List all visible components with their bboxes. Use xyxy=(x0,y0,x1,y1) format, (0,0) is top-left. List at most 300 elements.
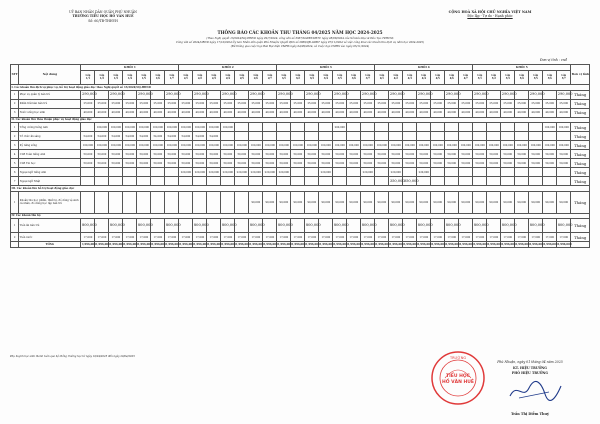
fee-cell: 17,000 xyxy=(207,233,221,242)
fee-cell xyxy=(487,177,501,186)
fee-cell: 25,000 xyxy=(249,99,263,108)
fee-cell: 40,000 xyxy=(95,108,109,117)
legal-note: (Theo Nghị quyết 13/2024/NQ-HĐND ngày 29/7/2024; công văn số 3367/SGDĐT-KHTC ngày 28/08/2024 của Sở Giáo Dục & Đào Tạo TP.HCM; xyxy=(206,37,394,40)
fee-cell: 40,000 xyxy=(165,108,179,117)
fee-cell: 50,000 xyxy=(529,150,543,159)
fee-cell: 100,000 xyxy=(543,141,557,150)
class-code: 5/3 xyxy=(505,76,510,80)
class-code: 3/7 xyxy=(365,76,370,80)
fee-cell xyxy=(165,177,179,186)
fee-cell: 25,000 xyxy=(81,99,95,108)
fee-cell: 25,000 xyxy=(403,99,417,108)
row-stt: 1 xyxy=(11,219,19,233)
fee-cell: 17,000 xyxy=(543,233,557,242)
total-cell: 1,996,000 xyxy=(515,243,530,246)
class-code: 3/6 xyxy=(351,76,356,80)
row-stt: 1 xyxy=(11,191,19,213)
fee-cell: 50,000 xyxy=(319,159,333,168)
fee-cell: 100,000 xyxy=(375,141,389,150)
fee-cell xyxy=(347,168,361,177)
fee-cell xyxy=(473,123,487,132)
fee-cell xyxy=(137,191,151,213)
fee-cell xyxy=(501,132,515,141)
grade-header: KHỐI 1 xyxy=(81,65,179,71)
class-code: 1/6 xyxy=(155,76,160,80)
fee-cell xyxy=(347,177,361,186)
total-cell: 1,996,000 xyxy=(487,243,502,246)
fee-cell: 90,000 xyxy=(361,191,375,213)
fee-cell: 90,000 xyxy=(473,191,487,213)
fee-cell: 90,000 xyxy=(557,191,571,213)
fee-cell xyxy=(445,168,459,177)
fee-cell: 40,000 xyxy=(235,108,249,117)
fee-cell: 17,000 xyxy=(165,233,179,242)
fee-cell: 290,000 xyxy=(361,90,375,99)
signer-role-line1: KT. HIỆU TRƯỞNG xyxy=(513,366,547,370)
fee-cell: 25,000 xyxy=(95,99,109,108)
fee-cell: 800,000 xyxy=(361,219,375,233)
fee-cell: 25,000 xyxy=(389,99,403,108)
fee-cell xyxy=(193,191,207,213)
fee-cell: 290,000 xyxy=(333,90,347,99)
row-unit: Tháng xyxy=(571,123,590,132)
fee-cell: 100,000 xyxy=(123,141,137,150)
fee-cell: 50,000 xyxy=(501,159,515,168)
fee-cell: 25,000 xyxy=(417,99,431,108)
fee-cell xyxy=(515,132,529,141)
fee-cell: 40,000 xyxy=(389,108,403,117)
row-item-name: CLB Toán tiếng Anh xyxy=(19,150,81,159)
row-unit: Tháng xyxy=(571,233,590,242)
fee-cell xyxy=(375,177,389,186)
currency-unit-note: Đơn vị tính : vnđ xyxy=(540,58,567,62)
fee-cell xyxy=(333,177,347,186)
fee-cell xyxy=(277,177,291,186)
fee-cell: 290,000 xyxy=(417,90,431,99)
fee-cell xyxy=(347,132,361,141)
table-row xyxy=(11,108,590,117)
fee-cell: 40,000 xyxy=(109,108,123,117)
fee-cell: 100,000 xyxy=(389,141,403,150)
total-cell: 1,996,000 xyxy=(473,243,488,246)
fee-cell: 17,000 xyxy=(515,233,529,242)
fee-cell: 800,000 xyxy=(221,219,235,233)
fee-cell: 17,000 xyxy=(375,233,389,242)
class-header xyxy=(109,71,123,85)
class-prefix: Lớp xyxy=(435,73,441,77)
fee-cell: 100,000 xyxy=(207,141,221,150)
fee-cell: 25,000 xyxy=(109,99,123,108)
total-cell: 1,996,000 xyxy=(277,243,292,246)
fee-cell: 90,000 xyxy=(333,191,347,213)
fee-cell xyxy=(235,123,249,132)
total-cell: 1,996,000 xyxy=(305,243,320,246)
class-prefix: Lớp xyxy=(113,73,119,77)
fee-cell: 290,000 xyxy=(277,90,291,99)
fee-cell: 40,000 xyxy=(459,108,473,117)
class-header xyxy=(81,71,95,85)
row-unit: Tháng xyxy=(571,99,590,108)
table-row xyxy=(11,233,590,242)
fee-cell: 50,000 xyxy=(249,159,263,168)
fee-cell xyxy=(137,177,151,186)
fee-cell: 25,000 xyxy=(277,99,291,108)
fee-cell: 50,000 xyxy=(165,159,179,168)
total-cell: 1,996,000 xyxy=(557,243,572,246)
fee-cell: 40,000 xyxy=(123,108,137,117)
fee-cell xyxy=(501,177,515,186)
fee-cell: 100,000 xyxy=(123,123,137,132)
payment-footnote: Phụ huynh học sinh thanh toán qua hệ thống trường học từ ngày 10/04/2025 đến ngày 20/04/2025 xyxy=(10,355,135,358)
class-prefix: Lớp xyxy=(253,73,259,77)
total-cell: 1,996,000 xyxy=(123,243,138,246)
class-header xyxy=(389,71,403,85)
table-row xyxy=(11,219,590,233)
fee-cell: 54,000 xyxy=(151,132,165,141)
fee-cell: 100,000 xyxy=(165,123,179,132)
row-item-name: Nước uống học sinh xyxy=(19,108,81,117)
fee-cell xyxy=(263,177,277,186)
row-unit: Tháng xyxy=(571,150,590,159)
fee-cell: 40,000 xyxy=(291,108,305,117)
fee-cell xyxy=(431,123,445,132)
fee-cell: 100,000 xyxy=(305,141,319,150)
fee-cell: 100,000 xyxy=(319,141,333,150)
row-unit: Tháng xyxy=(571,168,590,177)
fee-cell: 50,000 xyxy=(431,159,445,168)
fee-cell: 17,000 xyxy=(109,233,123,242)
fee-cell: 220,000 xyxy=(361,168,375,177)
fee-cell: 40,000 xyxy=(207,108,221,117)
fee-cell: 25,000 xyxy=(137,99,151,108)
total-cell: 1,996,000 xyxy=(263,243,278,246)
total-cell: 1,996,000 xyxy=(221,243,236,246)
fee-cell: 90,000 xyxy=(319,191,333,213)
fee-cell: 350,000 xyxy=(389,177,403,186)
grade-header: KHỐI 4 xyxy=(375,65,473,71)
fee-cell xyxy=(291,177,305,186)
fee-cell: 54,000 xyxy=(123,132,137,141)
fee-cell: 100,000 xyxy=(165,141,179,150)
class-code: 1/5 xyxy=(141,76,146,80)
fee-cell: 220,000 xyxy=(207,168,221,177)
fee-cell xyxy=(473,168,487,177)
fee-cell xyxy=(529,177,543,186)
total-cell: 1,996,000 xyxy=(179,243,194,246)
fee-cell: 90,000 xyxy=(305,191,319,213)
fee-cell: 50,000 xyxy=(179,150,193,159)
row-item-name: Tổng cường tiếng Anh xyxy=(19,123,81,132)
fee-cell xyxy=(305,132,319,141)
class-prefix: Lớp xyxy=(183,73,189,77)
fee-cell: 25,000 xyxy=(193,99,207,108)
total-cell: 1,996,000 xyxy=(81,243,96,246)
row-stt: 1 xyxy=(11,90,19,99)
issuer-authority: UỶ BAN NHÂN DÂN QUẬN PHÚ NHUẬN xyxy=(69,10,137,14)
legal-note: Công văn số 2024/UBND ngày 17/10/2024 Ủy ban Nhân dân quận Phú Nhuận; Quyết định số 2869/QĐ-GDĐT ngày 07/11/2024 về việc công khai các khoản thu dịch vụ năm học 2024-2025) xyxy=(175,41,425,44)
fee-cell: 50,000 xyxy=(501,150,515,159)
fee-cell: 100,000 xyxy=(249,141,263,150)
fee-cell: 17,000 xyxy=(333,233,347,242)
fee-cell xyxy=(179,177,193,186)
class-header xyxy=(529,71,543,85)
fee-cell xyxy=(95,191,109,213)
fee-cell xyxy=(487,123,501,132)
fee-cell xyxy=(445,123,459,132)
class-header xyxy=(375,71,389,85)
fee-cell: 100,000 xyxy=(501,141,515,150)
fee-cell xyxy=(249,132,263,141)
fee-cell: 54,000 xyxy=(193,132,207,141)
class-prefix: Lớp xyxy=(197,73,203,77)
total-cell: 1,996,000 xyxy=(249,243,264,246)
fee-cell: 54,000 xyxy=(179,132,193,141)
row-item-name: Tổ chức ăn sáng xyxy=(19,132,81,141)
fee-cell xyxy=(165,168,179,177)
total-cell: 1,996,000 xyxy=(235,243,250,246)
class-prefix: Lớp xyxy=(421,73,427,77)
class-prefix: Lớp xyxy=(477,73,483,77)
class-code: 2/1 xyxy=(183,76,188,80)
fee-cell: 100,000 xyxy=(193,141,207,150)
fee-cell: 50,000 xyxy=(473,150,487,159)
class-prefix: Lớp xyxy=(491,73,497,77)
section-label: IV. Các khoản thu hộ xyxy=(11,213,590,219)
class-prefix: Lớp xyxy=(379,73,385,77)
class-prefix: Lớp xyxy=(505,73,511,77)
fee-cell: 50,000 xyxy=(235,150,249,159)
handwritten-signature xyxy=(505,378,565,404)
fee-cell: 800,000 xyxy=(417,219,431,233)
fee-cell xyxy=(515,168,529,177)
fee-cell: 25,000 xyxy=(361,99,375,108)
fee-cell: 290,000 xyxy=(501,90,515,99)
fee-cell: 40,000 xyxy=(193,108,207,117)
fee-cell: 50,000 xyxy=(403,159,417,168)
class-code: 5/1 xyxy=(477,76,482,80)
total-cell: 1,996,000 xyxy=(375,243,390,246)
fee-cell xyxy=(221,177,235,186)
fee-cell: 17,000 xyxy=(389,233,403,242)
class-prefix: Lớp xyxy=(337,73,343,77)
fee-cell: 290,000 xyxy=(193,90,207,99)
fee-cell: 40,000 xyxy=(221,108,235,117)
unit-header: Đơn vị tính xyxy=(571,65,590,85)
fee-cell xyxy=(529,132,543,141)
fee-cell xyxy=(81,191,95,213)
fee-cell: 220,000 xyxy=(235,168,249,177)
fee-cell xyxy=(459,177,473,186)
table-row xyxy=(11,150,590,159)
fee-cell: 220,000 xyxy=(263,168,277,177)
fee-cell xyxy=(459,123,473,132)
class-code: 3/4 xyxy=(323,76,328,80)
fee-cell: 50,000 xyxy=(193,159,207,168)
fee-cell: 17,000 xyxy=(193,233,207,242)
fee-cell: 290,000 xyxy=(165,90,179,99)
fee-cell: 50,000 xyxy=(529,159,543,168)
fee-cell: 50,000 xyxy=(417,159,431,168)
fee-cell: 17,000 xyxy=(459,233,473,242)
fee-cell xyxy=(403,132,417,141)
fee-cell: 90,000 xyxy=(263,191,277,213)
total-cell: 1,996,000 xyxy=(165,243,180,246)
fee-cell xyxy=(473,132,487,141)
fee-cell: 800,000 xyxy=(445,219,459,233)
class-prefix: Lớp xyxy=(351,73,357,77)
fee-cell: 290,000 xyxy=(445,90,459,99)
total-cell: 1,996,000 xyxy=(459,243,474,246)
fee-cell xyxy=(431,132,445,141)
fee-cell: 40,000 xyxy=(375,108,389,117)
total-cell: 1,996,000 xyxy=(333,243,348,246)
fee-cell: 90,000 xyxy=(529,191,543,213)
row-unit: Tháng xyxy=(571,191,590,213)
school-seal xyxy=(430,350,486,406)
fee-cell xyxy=(459,132,473,141)
fee-cell: 290,000 xyxy=(557,90,571,99)
fee-cell: 50,000 xyxy=(361,159,375,168)
fee-cell: 90,000 xyxy=(403,191,417,213)
fee-cell: 50,000 xyxy=(151,150,165,159)
table-row xyxy=(11,141,590,150)
fee-cell: 17,000 xyxy=(501,233,515,242)
fee-cell: 25,000 xyxy=(179,99,193,108)
class-header xyxy=(263,71,277,85)
issuer-school: TRƯỜNG TIỂU HỌC HỒ VĂN HUÊ xyxy=(72,14,134,19)
section-label: III. Các khoản thu hỗ trợ hoạt động giáo dục xyxy=(11,186,590,192)
fee-cell: 17,000 xyxy=(431,233,445,242)
class-code: 3/2 xyxy=(295,76,300,80)
table-row xyxy=(11,159,590,168)
fee-cell xyxy=(557,177,571,186)
svg-text:TIỂU HỌC: TIỂU HỌC xyxy=(446,374,470,379)
fee-cell: 25,000 xyxy=(431,99,445,108)
class-prefix: Lớp xyxy=(225,73,231,77)
fee-cell: 54,000 xyxy=(95,132,109,141)
row-stt: 7 xyxy=(11,177,19,186)
class-header xyxy=(221,71,235,85)
fee-cell: 50,000 xyxy=(151,159,165,168)
fee-cell: 100,000 xyxy=(151,123,165,132)
fee-cell: 100,000 xyxy=(109,141,123,150)
total-cell: 1,996,000 xyxy=(501,243,516,246)
row-stt: 3 xyxy=(11,141,19,150)
class-header xyxy=(249,71,263,85)
class-code: 4/1 xyxy=(379,76,384,80)
class-header xyxy=(417,71,431,85)
signer-name: Trần Thị Diễm Thuý xyxy=(511,412,549,416)
class-code: 4/6 xyxy=(449,76,454,80)
fee-cell: 40,000 xyxy=(319,108,333,117)
fee-cell: 100,000 xyxy=(543,123,557,132)
total-cell: 1,996,000 xyxy=(389,243,404,246)
fee-cell: 17,000 xyxy=(445,233,459,242)
fee-cell xyxy=(179,191,193,213)
fee-cell xyxy=(375,168,389,177)
table-row xyxy=(11,132,590,141)
fee-cell xyxy=(389,123,403,132)
class-code: 4/2 xyxy=(393,76,398,80)
row-unit: Tháng xyxy=(571,159,590,168)
row-stt: 3 xyxy=(11,108,19,117)
fee-cell: 50,000 xyxy=(473,159,487,168)
row-item-name: Phục vụ quản lý bán trú xyxy=(19,90,81,99)
class-header xyxy=(515,71,529,85)
fee-cell: 100,000 xyxy=(221,123,235,132)
row-stt: 5 xyxy=(11,159,19,168)
fee-cell xyxy=(459,168,473,177)
total-label: TỔNG xyxy=(19,242,81,248)
fee-cell: 17,000 xyxy=(81,233,95,242)
class-code: 5/6 xyxy=(547,76,552,80)
fee-cell: 50,000 xyxy=(543,159,557,168)
fee-cell xyxy=(333,132,347,141)
fee-cell: 17,000 xyxy=(473,233,487,242)
row-unit: Tháng xyxy=(571,90,590,99)
fee-cell: 40,000 xyxy=(347,108,361,117)
fee-cell: 50,000 xyxy=(333,159,347,168)
fee-cell: 100,000 xyxy=(235,141,249,150)
fee-cell xyxy=(277,123,291,132)
row-stt: 4 xyxy=(11,150,19,159)
total-cell: 1,996,000 xyxy=(193,243,208,246)
fee-cell: 25,000 xyxy=(151,99,165,108)
fee-cell: 17,000 xyxy=(557,233,571,242)
table-row xyxy=(11,191,590,213)
fee-cell: 50,000 xyxy=(487,150,501,159)
class-header xyxy=(291,71,305,85)
fee-cell: 50,000 xyxy=(221,159,235,168)
fee-cell: 17,000 xyxy=(277,233,291,242)
fee-cell: 90,000 xyxy=(515,191,529,213)
fee-cell: 25,000 xyxy=(529,99,543,108)
class-code: 2/7 xyxy=(267,76,272,80)
table-row xyxy=(11,90,590,99)
fee-cell xyxy=(95,90,109,99)
class-prefix: Lớp xyxy=(239,73,245,77)
fee-cell: 800,000 xyxy=(557,219,571,233)
class-header xyxy=(95,71,109,85)
fee-cell: 50,000 xyxy=(361,150,375,159)
fee-cell xyxy=(235,132,249,141)
fee-cell: 90,000 xyxy=(487,191,501,213)
fee-cell: 50,000 xyxy=(319,150,333,159)
fee-cell: 17,000 xyxy=(235,233,249,242)
fee-cell: 100,000 xyxy=(403,141,417,150)
fee-cell: 90,000 xyxy=(459,191,473,213)
national-motto: Độc lập - Tự do - Hạnh phúc xyxy=(467,14,513,19)
fee-cell: 290,000 xyxy=(305,90,319,99)
legal-note: (Đã thông qua cuộc họp Ban Đại diện CMHS ngày 04/09/2024, và Cuộc họp CMHS vào ngày 05/11/2024) xyxy=(230,45,370,48)
class-prefix: Lớp xyxy=(281,73,287,77)
fee-cell xyxy=(319,177,333,186)
signer-role xyxy=(470,366,590,376)
class-header xyxy=(179,71,193,85)
fee-cell xyxy=(529,168,543,177)
fee-cell: 50,000 xyxy=(137,159,151,168)
class-header xyxy=(557,71,571,85)
class-header xyxy=(305,71,319,85)
class-code: 2/2 xyxy=(197,76,202,80)
fee-cell: 50,000 xyxy=(207,150,221,159)
grade-header: KHỐI 5 xyxy=(473,65,571,71)
total-cell: 1,996,000 xyxy=(361,243,376,246)
fee-cell xyxy=(431,177,445,186)
fee-cell: 17,000 xyxy=(291,233,305,242)
fee-cell: 50,000 xyxy=(417,150,431,159)
fee-cell: 25,000 xyxy=(333,99,347,108)
